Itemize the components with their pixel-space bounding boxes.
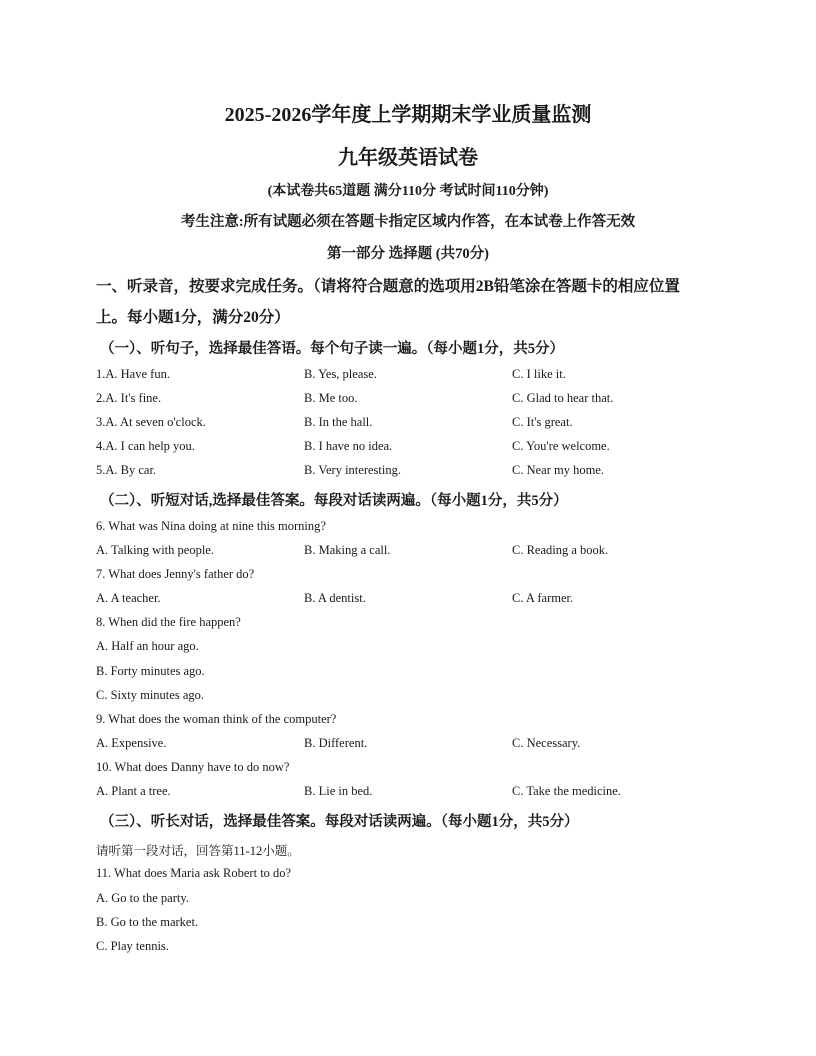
- option-b: B. Yes, please.: [304, 367, 377, 381]
- question-10: 10. What does Danny have to do now?: [96, 760, 290, 774]
- option-a: 2.A. It's fine.: [96, 391, 162, 405]
- list-item: [0, 463, 816, 483]
- question-7: 7. What does Jenny's father do?: [96, 567, 255, 581]
- option-b: B. Different.: [304, 736, 368, 750]
- option-c: C. You're welcome.: [512, 439, 610, 453]
- option-a: A. A teacher.: [96, 591, 161, 605]
- exam-notice: 考生注意:所有试题必须在答题卡指定区域内作答，在本试卷上作答无效: [180, 214, 636, 230]
- option-b: B. I have no idea.: [304, 439, 393, 453]
- option-c: C. Play tennis.: [96, 939, 169, 953]
- question-8: 8. When did the fire happen?: [96, 615, 241, 629]
- question-11: 11. What does Maria ask Robert to do?: [96, 866, 292, 880]
- sub3-intro: 请听第一段对话，回答第11-12小题。: [96, 844, 300, 858]
- option-c: C. Reading a book.: [512, 543, 609, 557]
- option-b: B. Forty minutes ago.: [96, 664, 205, 678]
- option-b: B. Go to the market.: [96, 915, 199, 929]
- option-c: C. Glad to hear that.: [512, 391, 614, 405]
- option-b: B. In the hall.: [304, 415, 373, 429]
- section-one-instruction-line1: 一、听录音，按要求完成任务。（请将符合题意的选项用2B铅笔涂在答题卡的相应位置: [96, 278, 680, 295]
- section-one-instruction-line2: 上。每小题1分，满分20分）: [96, 309, 290, 326]
- option-a: A. Plant a tree.: [96, 784, 171, 798]
- option-a: A. Go to the party.: [96, 891, 189, 905]
- option-a: A. Talking with people.: [96, 543, 214, 557]
- question-9: 9. What does the woman think of the computer?: [96, 712, 337, 726]
- option-c: C. Sixty minutes ago.: [96, 688, 204, 702]
- list-item: [0, 543, 816, 563]
- option-b: B. Very interesting.: [304, 463, 401, 477]
- option-a: A. Expensive.: [96, 736, 167, 750]
- option-b: B. Lie in bed.: [304, 784, 373, 798]
- sub3-heading: （三）、听长对话，选择最佳答案。每段对话读两遍。（每小题1分，共5分）: [100, 814, 579, 830]
- part-one-heading: 第一部分 选择题 (共70分): [327, 246, 489, 262]
- list-item: [0, 736, 816, 756]
- option-c: C. A farmer.: [512, 591, 574, 605]
- list-item: [0, 391, 816, 411]
- sub1-heading: （一）、听句子，选择最佳答语。每个句子读一遍。（每小题1分，共5分）: [100, 341, 564, 357]
- option-b: B. Making a call.: [304, 543, 391, 557]
- option-b: B. Me too.: [304, 391, 358, 405]
- option-a: 3.A. At seven o'clock.: [96, 415, 206, 429]
- option-c: C. Take the medicine.: [512, 784, 621, 798]
- exam-subtitle: 九年级英语试卷: [338, 147, 478, 169]
- option-c: C. It's great.: [512, 415, 573, 429]
- list-item: [0, 367, 816, 387]
- list-item: [0, 415, 816, 435]
- option-a: A. Half an hour ago.: [96, 639, 199, 653]
- option-b: B. A dentist.: [304, 591, 366, 605]
- exam-info: (本试卷共65道题 满分110分 考试时间110分钟): [267, 184, 549, 199]
- option-c: C. Necessary.: [512, 736, 581, 750]
- exam-title: 2025-2026学年度上学期期末学业质量监测: [224, 104, 592, 126]
- option-a: 5.A. By car.: [96, 463, 157, 477]
- list-item: [0, 784, 816, 804]
- list-item: [0, 591, 816, 611]
- option-a: 1.A. Have fun.: [96, 367, 170, 381]
- option-a: 4.A. I can help you.: [96, 439, 195, 453]
- question-6: 6. What was Nina doing at nine this morning?: [96, 519, 326, 533]
- option-c: C. Near my home.: [512, 463, 604, 477]
- sub2-heading: （二）、听短对话,选择最佳答案。每段对话读两遍。（每小题1分，共5分）: [100, 493, 568, 509]
- option-c: C. I like it.: [512, 367, 566, 381]
- list-item: [0, 439, 816, 459]
